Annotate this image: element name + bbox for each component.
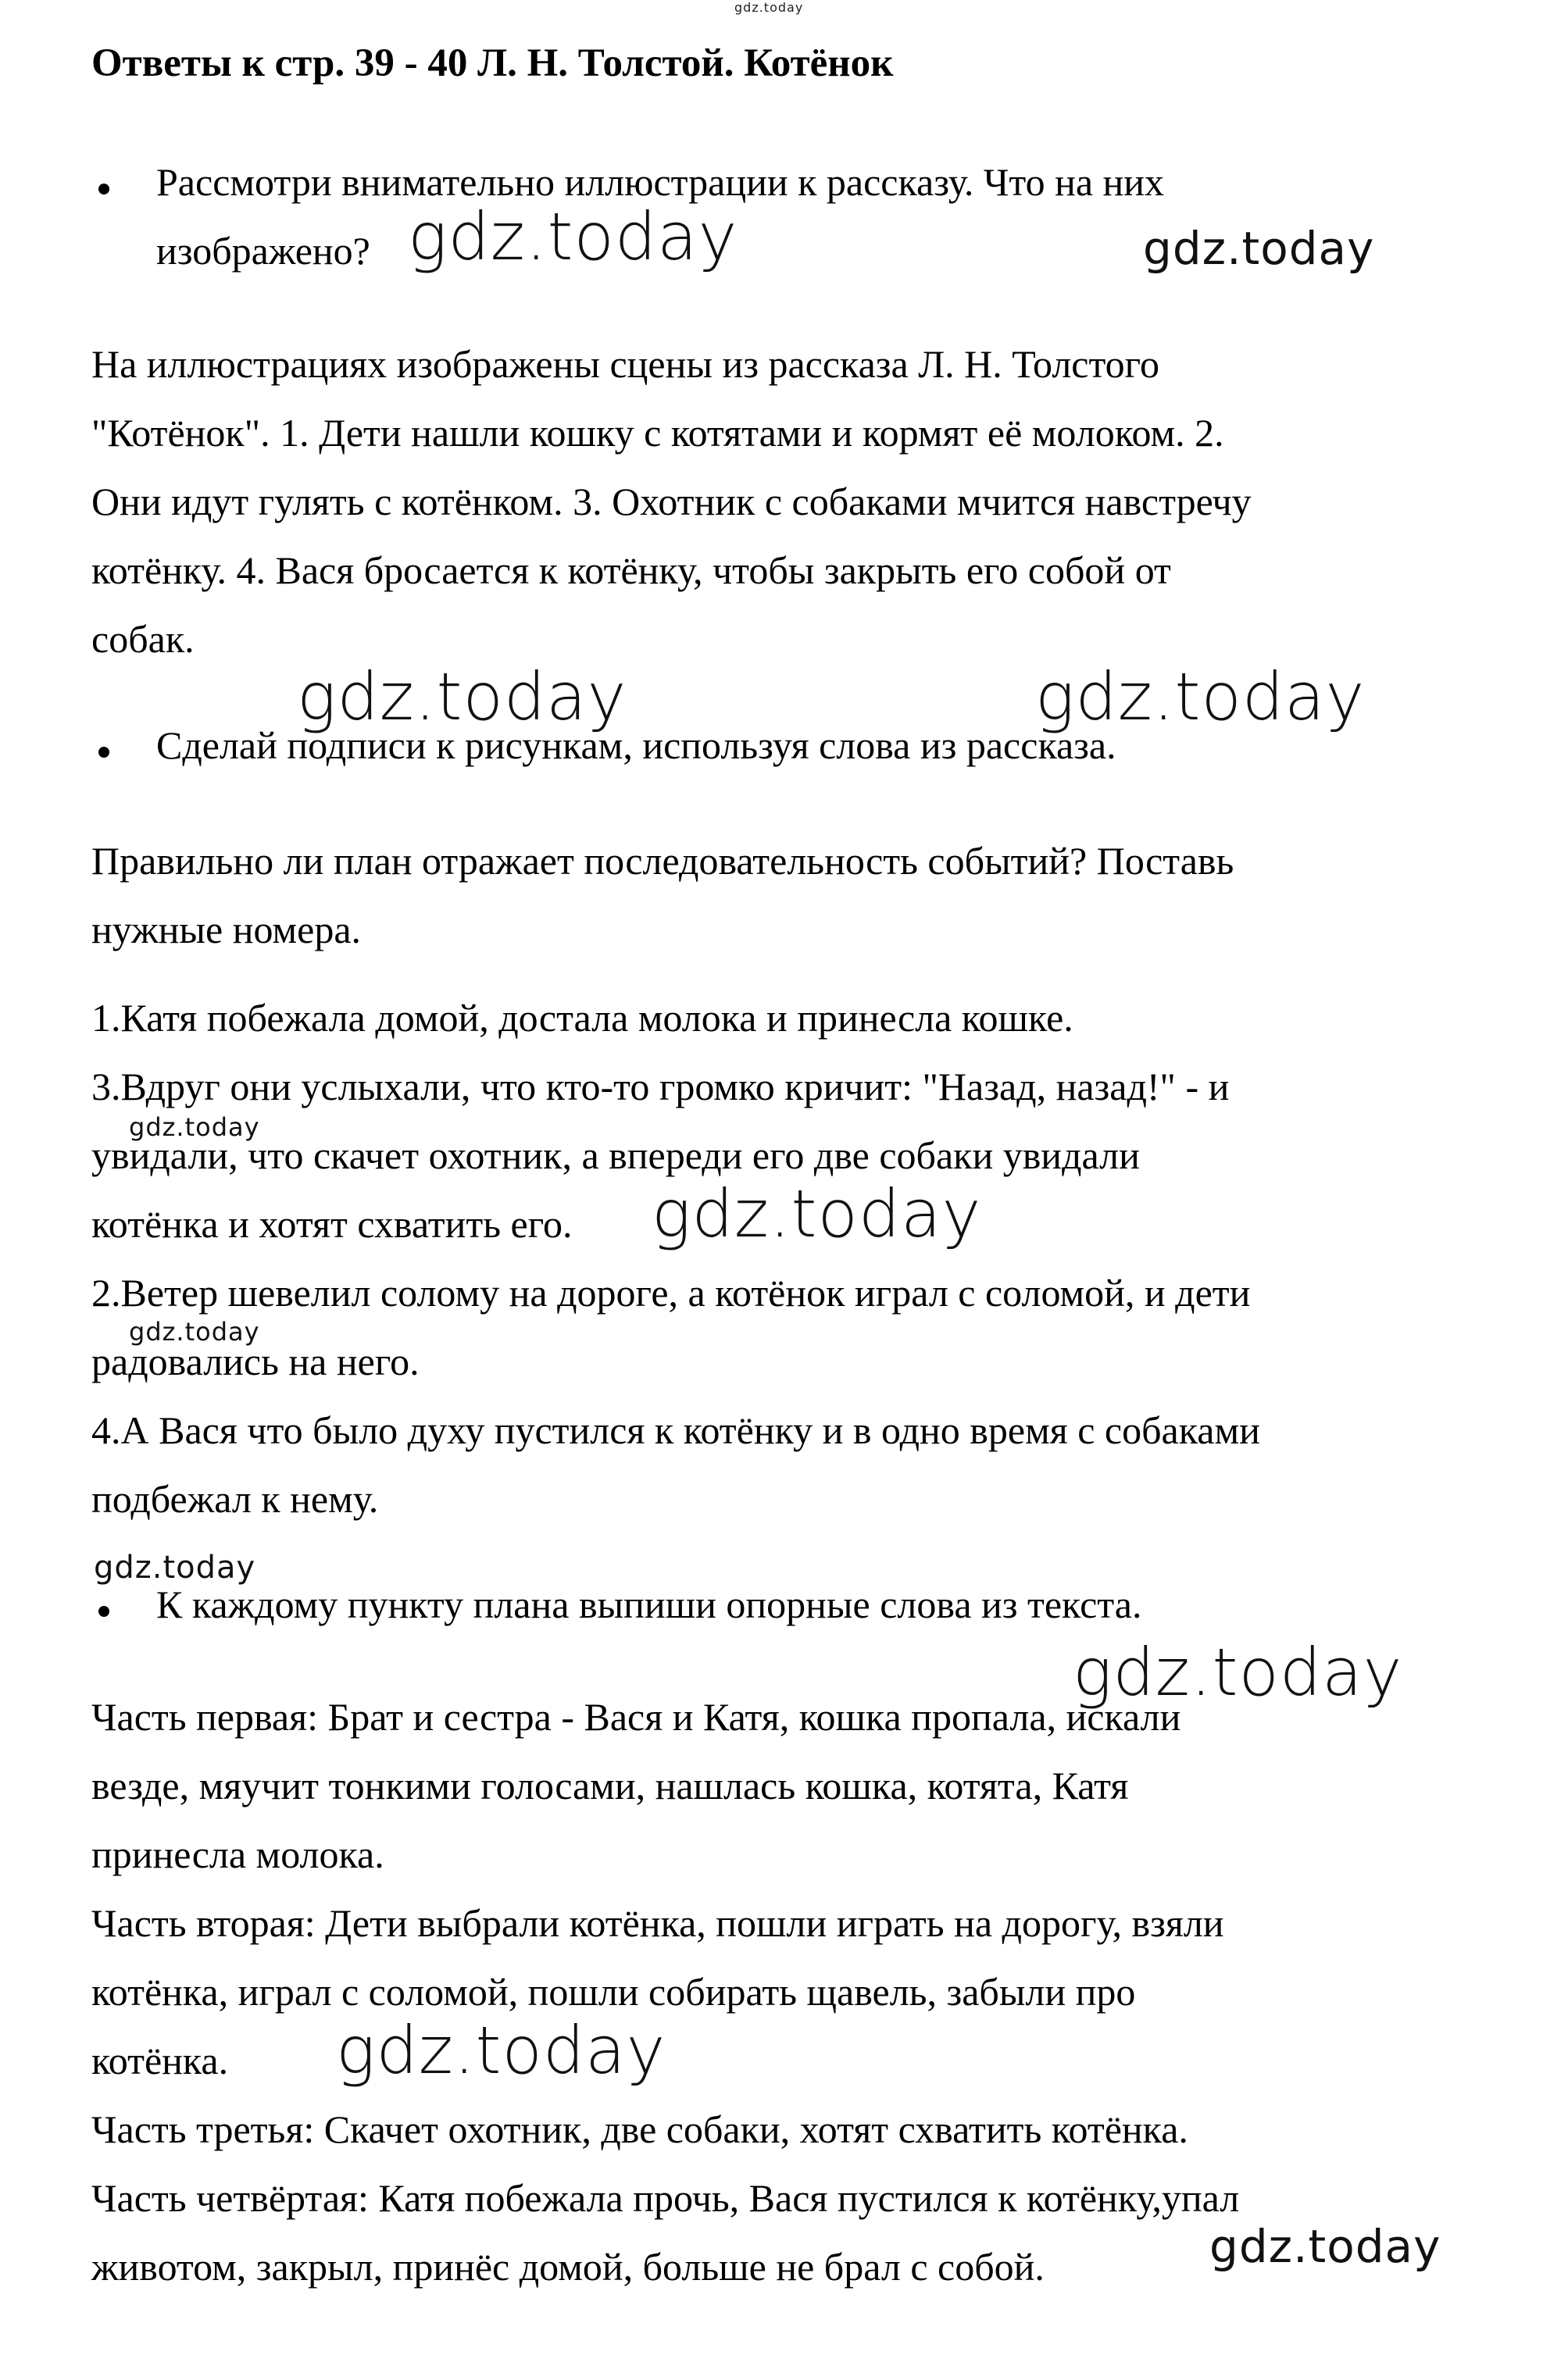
question-2-line-1: Правильно ли план отражает последовательность событий? Поставь: [91, 839, 1234, 883]
bullet-icon: [98, 1606, 109, 1617]
parts-line-5: котёнка, играл с соломой, пошли собирать щавель, забыли про: [91, 1970, 1136, 2014]
task-2-line-1: Сделай подписи к рисункам, используя слова из рассказа.: [156, 723, 1116, 767]
task-1-line-1: Рассмотри внимательно иллюстрации к рассказу. Что на них: [156, 160, 1165, 204]
parts-line-2: везде, мяучит тонкими голосами, нашлась кошка, котята, Катя: [91, 1764, 1129, 1807]
watermark: gdz.today: [1035, 658, 1366, 735]
plan-line-5: 2.Ветер шевелил солому на дороге, а котёнок играл с соломой, и дети: [91, 1271, 1251, 1315]
watermark: gdz.today: [336, 2012, 666, 2089]
answer-1-line-2: "Котёнок". 1. Дети нашли кошку с котятами и кормят её молоком. 2.: [91, 411, 1224, 455]
parts-line-4: Часть вторая: Дети выбрали котёнка, пошли играть на дорогу, взяли: [91, 1901, 1224, 1945]
plan-line-4: котёнка и хотят схватить его.: [91, 1202, 573, 1246]
bullet-icon: [98, 747, 109, 758]
answer-1: [91, 330, 1252, 673]
parts-line-7: Часть третья: Скачет охотник, две собаки, хотят схватить котёнка.: [91, 2107, 1188, 2151]
parts-line-1: Часть первая: Брат и сестра - Вася и Катя, кошка пропала, искали: [91, 1695, 1181, 1739]
watermark: gdz.today: [408, 198, 738, 275]
parts-line-8: Часть четвёртая: Катя побежала прочь, Вася пустился к котёнку,упал: [91, 2176, 1240, 2220]
parts-list: [91, 1682, 1239, 2301]
watermark: gdz.today: [1073, 1634, 1403, 1711]
answer-1-line-3: Они идут гулять с котёнком. 3. Охотник с собаками мчится навстречу: [91, 480, 1252, 523]
parts-line-9: животом, закрыл, принёс домой, больше не брал с собой.: [91, 2245, 1045, 2289]
answer-1-line-4: котёнку. 4. Вася бросается к котёнку, чтобы закрыть его собой от: [91, 548, 1171, 592]
task-3: [156, 1570, 1141, 1639]
page-title: Ответы к стр. 39 - 40 Л. Н. Толстой. Котёнок: [91, 41, 894, 85]
answer-1-line-1: На иллюстрациях изображены сцены из рассказа Л. Н. Толстого: [91, 342, 1159, 386]
watermark-top: gdz.today: [734, 0, 804, 15]
plan-line-7: 4.А Вася что было духу пустился к котёнку и в одно время с собаками: [91, 1408, 1260, 1452]
plan-list: [91, 983, 1260, 1533]
task-3-line-1: К каждому пункту плана выпиши опорные слова из текста.: [156, 1583, 1142, 1626]
watermark: gdz.today: [129, 1317, 260, 1347]
plan-line-8: подбежал к нему.: [91, 1477, 379, 1521]
plan-line-1: 1.Катя побежала домой, достала молока и принесла кошке.: [91, 996, 1073, 1040]
bullet-icon: [98, 184, 109, 194]
plan-line-2: 3.Вдруг они услыхали, что кто-то громко кричит: "Назад, назад!" - и: [91, 1065, 1230, 1108]
task-1-line-2: изображено?: [156, 229, 370, 273]
parts-line-6: котёнка.: [91, 2039, 229, 2082]
watermark: gdz.today: [297, 658, 627, 735]
watermark: gdz.today: [652, 1176, 982, 1252]
answer-1-line-5: собак.: [91, 617, 195, 661]
watermark: gdz.today: [1209, 2220, 1441, 2273]
plan-line-6: радовались на него.: [91, 1340, 420, 1383]
watermark: gdz.today: [94, 1550, 256, 1586]
question-2-line-2: нужные номера.: [91, 908, 362, 951]
task-2: [156, 711, 1116, 780]
question-2: [91, 826, 1234, 964]
watermark: gdz.today: [1143, 222, 1375, 275]
parts-line-3: принесла молока.: [91, 1832, 384, 1876]
watermark: gdz.today: [129, 1112, 260, 1142]
plan-line-3: увидали, что скачет охотник, а впереди его две собаки увидали: [91, 1133, 1140, 1177]
